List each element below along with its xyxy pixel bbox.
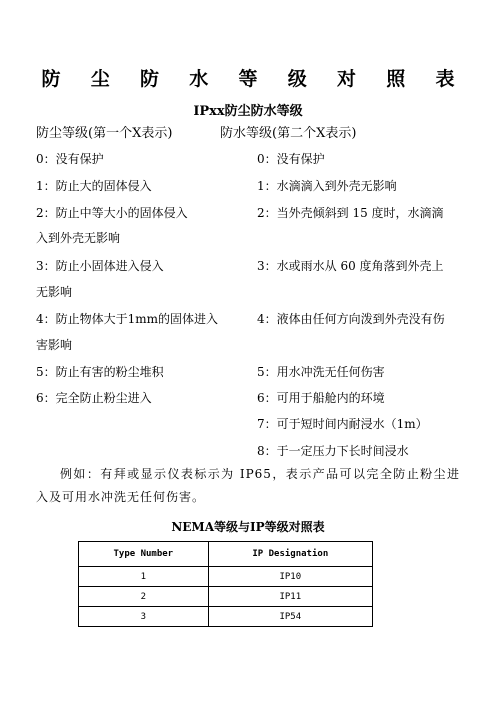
water-level-continuation: 入到外壳无影响 bbox=[36, 231, 121, 245]
table-cell: 2 bbox=[79, 587, 209, 607]
dust-level: 4：防止物体大于1mm的固体进入 bbox=[36, 312, 219, 326]
water-level: 7：可于短时间内耐浸水（1m） bbox=[257, 417, 428, 431]
water-level: 5：用水冲洗无任何伤害 bbox=[257, 365, 385, 379]
dust-level: 2：防止中等大小的固体侵入 bbox=[36, 206, 188, 220]
level-row bbox=[36, 414, 460, 434]
title-char: 尘 bbox=[90, 67, 110, 90]
level-row bbox=[36, 309, 460, 329]
level-row bbox=[36, 176, 460, 196]
dust-header: 防尘等级(第一个X表示) bbox=[36, 126, 173, 141]
page-title bbox=[36, 62, 460, 92]
table-header-cell: Type Number bbox=[79, 542, 209, 567]
dust-level: 1：防止大的固体侵入 bbox=[36, 179, 152, 193]
table-cell: IP54 bbox=[208, 607, 372, 627]
table-title: NEMA等级与IP等级对照表 bbox=[171, 520, 325, 534]
title-char: 防 bbox=[139, 67, 159, 90]
dust-level-continuation: 害影响 bbox=[36, 338, 73, 352]
table-header-row bbox=[79, 542, 373, 567]
level-row bbox=[36, 256, 460, 276]
water-header: 防水等级(第二个X表示) bbox=[220, 126, 357, 141]
title-char: 防 bbox=[41, 67, 61, 90]
title-char: 水 bbox=[189, 67, 209, 90]
title-char: 对 bbox=[336, 67, 356, 90]
water-level: 0：没有保护 bbox=[257, 152, 325, 166]
table-row bbox=[79, 607, 373, 627]
dust-level: 6：完全防止粉尘进入 bbox=[36, 391, 152, 405]
column-header-row bbox=[36, 124, 460, 144]
level-row bbox=[36, 388, 460, 408]
water-level: 2：当外壳倾斜到 15 度时，水滴滴 bbox=[257, 206, 444, 220]
level-row bbox=[36, 441, 460, 461]
water-level: 4：液体由任何方向泼到外壳没有伤 bbox=[257, 312, 445, 326]
level-row bbox=[36, 362, 460, 382]
water-level: 3：水或雨水从 60 度角落到外壳上 bbox=[257, 259, 444, 273]
table-cell: 1 bbox=[79, 567, 209, 587]
title-char: 级 bbox=[287, 67, 307, 90]
water-level: 8：于一定压力下长时间浸水 bbox=[257, 444, 409, 458]
table-cell: IP10 bbox=[208, 567, 372, 587]
table-header-cell: IP Designation bbox=[208, 542, 372, 567]
level-row bbox=[36, 149, 460, 169]
title-char: 表 bbox=[435, 67, 455, 90]
dust-level: 0：没有保护 bbox=[36, 152, 104, 166]
water-level: 1：水滴滴入到外壳无影响 bbox=[257, 179, 397, 193]
title-char: 等 bbox=[238, 67, 258, 90]
table-cell: 3 bbox=[79, 607, 209, 627]
table-row bbox=[79, 587, 373, 607]
example-paragraph: 例如：有拜或显示仪表标示为 IP65，表示产品可以完全防止粉尘进入及可用水冲洗无任何伤害。 bbox=[36, 467, 460, 504]
dust-level: 5：防止有害的粉尘堆积 bbox=[36, 365, 164, 379]
table-row bbox=[79, 567, 373, 587]
title-char: 照 bbox=[386, 67, 406, 90]
dust-level: 3：防止小固体进入侵入 bbox=[36, 259, 164, 273]
dust-level-continuation: 无影响 bbox=[36, 285, 73, 299]
table-cell: IP11 bbox=[208, 587, 372, 607]
nema-ip-table bbox=[78, 541, 373, 627]
water-level: 6：可用于船舱内的环境 bbox=[257, 391, 385, 405]
subtitle: IPxx防尘防水等级 bbox=[193, 104, 303, 119]
level-row bbox=[36, 203, 460, 223]
